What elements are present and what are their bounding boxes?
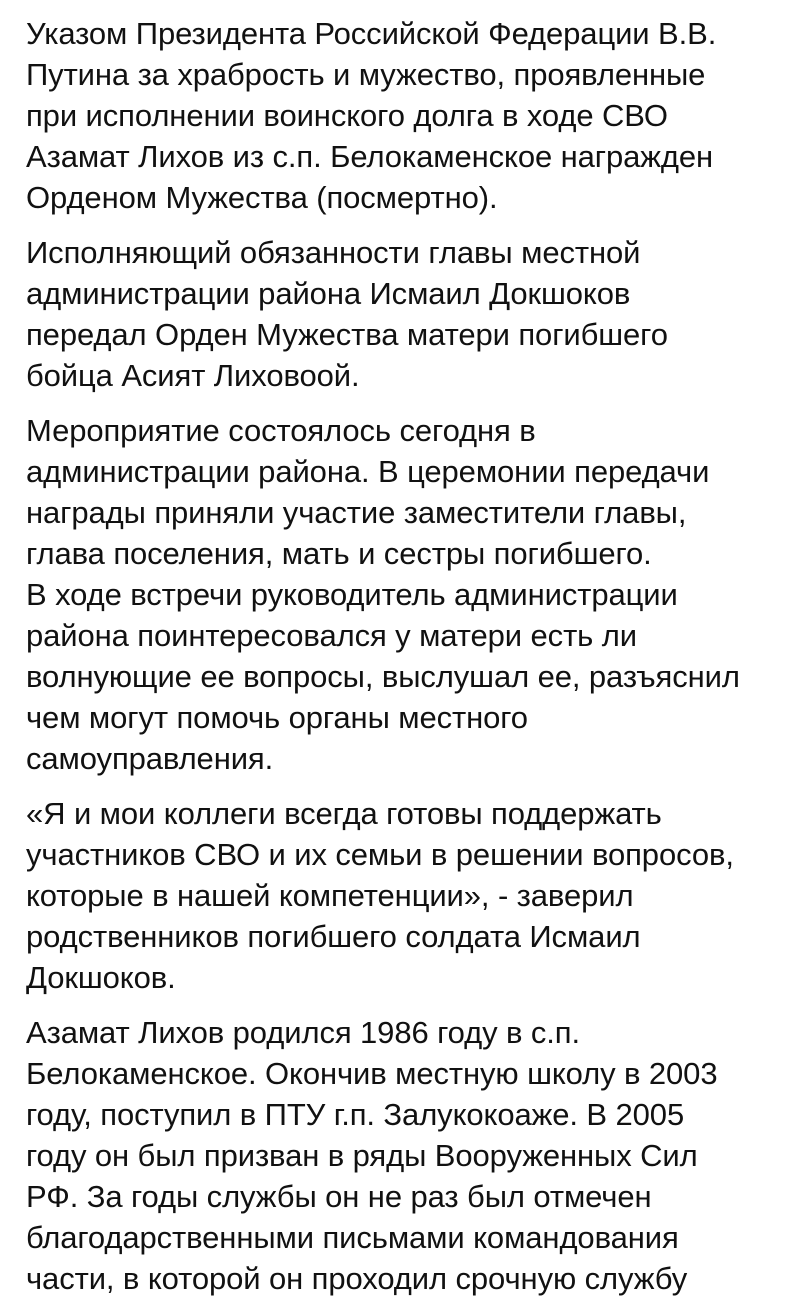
text-line: части, в которой он проходил срочную службу [26,1261,688,1296]
text-line: района поинтересовался у матери есть ли [26,618,637,653]
text-line: благодарственными письмами командования [26,1220,679,1255]
text-line: году, поступил в ПТУ г.п. Залукокоаже. В 2005 [26,1097,685,1132]
text-line: году он был призван в ряды Вооруженных Сил [26,1138,698,1173]
paragraph-order-handover [26,232,786,396]
text-line: бойца Асият Лиховоой. [26,358,360,393]
text-line: родственников погибшего солдата Исмаил [26,919,641,954]
text-line: администрации района Исмаил Докшоков [26,276,631,311]
text-line: «Я и мои коллеги всегда готовы поддержать [26,796,662,831]
text-line: администрации района. В церемонии передачи [26,454,710,489]
text-line: Мероприятие состоялось сегодня в [26,413,536,448]
text-line: Азамат Лихов из с.п. Белокаменское награжден [26,139,714,174]
text-line: участников СВО и их семьи в решении вопросов, [26,837,734,872]
text-line: самоуправления. [26,741,274,776]
text-line: Докшоков. [26,960,176,995]
text-line: Азамат Лихов родился 1986 году в с.п. [26,1015,580,1050]
text-line: награды приняли участие заместители главы, [26,495,687,530]
text-line: В ходе встречи руководитель администрации [26,577,678,612]
text-line: Орденом Мужества (посмертно). [26,180,498,215]
text-line: Путина за храбрость и мужество, проявленные [26,57,706,92]
text-line: передал Орден Мужества матери погибшего [26,317,668,352]
paragraph-event-details [26,410,786,779]
text-line: Указом Президента Российской Федерации В.В. [26,16,717,51]
post-text [26,13,786,1313]
text-line: при исполнении воинского долга в ходе СВО [26,98,668,133]
text-line: Белокаменское. Окончив местную школу в 2003 [26,1056,718,1091]
text-line: глава поселения, мать и сестры погибшего. [26,536,652,571]
text-line: РФ. За годы службы он не раз был отмечен [26,1179,652,1214]
text-line: чем могут помочь органы местного [26,700,528,735]
paragraph-biography [26,1012,786,1299]
paragraph-award-decree [26,13,786,218]
text-line: волнующие ее вопросы, выслушал ее, разъяснил [26,659,740,694]
paragraph-quote [26,793,786,998]
text-line: которые в нашей компетенции», - заверил [26,878,634,913]
text-line: Исполняющий обязанности главы местной [26,235,641,270]
